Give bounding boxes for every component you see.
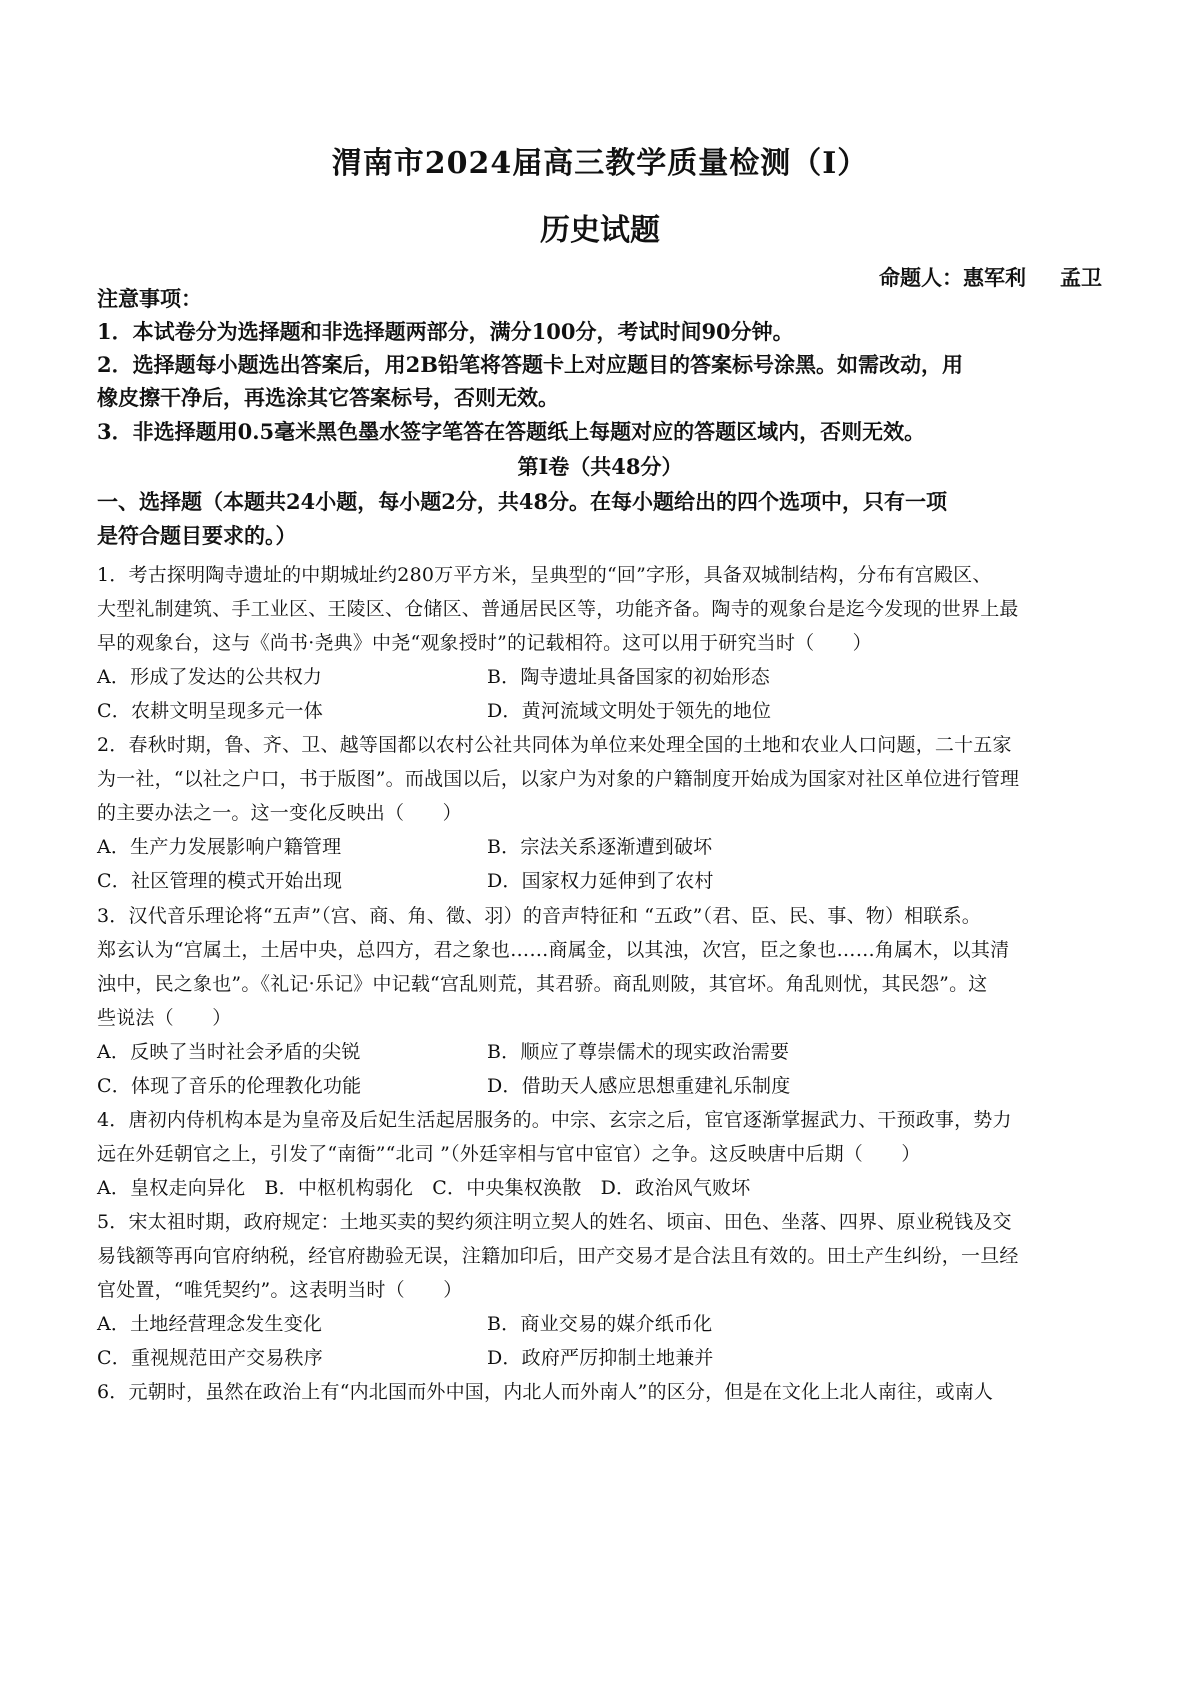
option-a: A．形成了发达的公共权力 bbox=[97, 666, 323, 688]
question-2-options bbox=[97, 866, 1117, 893]
option-a: A．反映了当时社会矛盾的尖锐 bbox=[97, 1041, 361, 1063]
notice-heading: 注意事项： bbox=[97, 286, 202, 311]
section-instruction: 是符合题目要求的。） bbox=[97, 523, 297, 548]
option-b: B．陶寺遗址具备国家的初始形态 bbox=[487, 666, 770, 688]
question-1-stem: 大型礼制建筑、手工业区、王陵区、仓储区、普通居民区等，功能齐备。陶寺的观象台是迄今发现的世界上最 bbox=[97, 598, 1019, 620]
question-2-stem: 为一社，“以社之户口，书于版图”。而战国以后，以家户为对象的户籍制度开始成为国家对社区单位进行管理 bbox=[97, 768, 1020, 790]
option-a: A．土地经营理念发生变化 bbox=[97, 1313, 323, 1335]
section-instruction: 一、选择题（本题共24小题，每小题2分，共48分。在每小题给出的四个选项中，只有一项 bbox=[97, 489, 948, 514]
question-2-stem: 的主要办法之一。这一变化反映出（ ） bbox=[97, 802, 462, 824]
question-5-stem: 5．宋太祖时期，政府规定：土地买卖的契约须注明立契人的姓名、顷亩、田色、坐落、四界、原业税钱及交 bbox=[97, 1211, 1012, 1233]
option-d: D．国家权力延伸到了农村 bbox=[487, 870, 714, 892]
option-b: B．宗法关系逐渐遭到破坏 bbox=[487, 836, 713, 858]
option-a: A．生产力发展影响户籍管理 bbox=[97, 836, 342, 858]
notice-item: 1．本试卷分为选择题和非选择题两部分，满分100分，考试时间90分钟。 bbox=[97, 319, 794, 344]
question-1-options bbox=[97, 662, 1117, 689]
option-c: C．体现了音乐的伦理教化功能 bbox=[97, 1075, 362, 1097]
question-1-stem: 1．考古探明陶寺遗址的中期城址约280万平方米，呈典型的“回”字形，具备双城制结构，分布有宫殿区、 bbox=[97, 564, 992, 586]
option-d: D．黄河流域文明处于领先的地位 bbox=[487, 700, 772, 722]
question-3-stem: 些说法（ ） bbox=[97, 1007, 232, 1029]
notice-item: 2．选择题每小题选出答案后，用2B铅笔将答题卡上对应题目的答案标号涂黑。如需改动，用 bbox=[97, 352, 963, 377]
question-4-stem: 远在外廷朝官之上，引发了“南衙”“北司 ”（外廷宰相与官中宦官）之争。这反映唐中后期（ ） bbox=[97, 1143, 921, 1165]
option-c: C．农耕文明呈现多元一体 bbox=[97, 700, 323, 722]
author-label: 命题人：惠军利 bbox=[879, 265, 1026, 290]
question-4-stem: 4．唐初内侍机构本是为皇帝及后妃生活起居服务的。中宗、玄宗之后，宦官逐渐掌握武力、干预政事，势力 bbox=[97, 1109, 1012, 1131]
question-5-stem: 易钱额等再向官府纳税，经官府勘验无误，注籍加印后，田产交易才是合法且有效的。田土产生纠纷，一旦经 bbox=[97, 1245, 1019, 1267]
question-2-options bbox=[97, 832, 1117, 859]
question-3-stem: 郑玄认为“宫属土，土居中央，总四方，君之象也……商属金，以其浊，次宫，臣之象也……角属木，以其清 bbox=[97, 939, 1010, 961]
author-second: 孟卫 bbox=[1060, 265, 1102, 290]
option-c: C．社区管理的模式开始出现 bbox=[97, 870, 343, 892]
question-3-options bbox=[97, 1071, 1117, 1098]
option-c: C．重视规范田产交易秩序 bbox=[97, 1347, 323, 1369]
question-4-options: A．皇权走向异化 B．中枢机构弱化 C．中央集权涣散 D．政治风气败坏 bbox=[97, 1177, 751, 1199]
question-2-stem: 2．春秋时期，鲁、齐、卫、越等国都以农村公社共同体为单位来处理全国的土地和农业人口问题，二十五家 bbox=[97, 734, 1012, 756]
option-d: D．借助天人感应思想重建礼乐制度 bbox=[487, 1075, 791, 1097]
question-1-stem: 早的观象台，这与《尚书·尧典》中尧“观象授时”的记载相符。这可以用于研究当时（ ） bbox=[97, 632, 872, 654]
question-3-stem: 3．汉代音乐理论将“五声”（宫、商、角、徵、羽）的音声特征和 “五政”（君、臣、民、事、物）相联系。 bbox=[97, 905, 981, 927]
question-1-options bbox=[97, 696, 1117, 723]
option-b: B．商业交易的媒介纸币化 bbox=[487, 1313, 713, 1335]
question-6-stem: 6．元朝时，虽然在政治上有“内北国而外中国，内北人而外南人”的区分，但是在文化上北人南往，或南人 bbox=[97, 1381, 994, 1403]
part-heading: 第Ⅰ卷（共48分） bbox=[517, 454, 683, 479]
question-3-options bbox=[97, 1037, 1117, 1064]
exam-title: 渭南市2024届高三教学质量检测（Ⅰ） bbox=[331, 146, 869, 181]
option-d: D．政府严厉抑制土地兼并 bbox=[487, 1347, 714, 1369]
question-5-stem: 官处置，“唯凭契约”。这表明当时（ ） bbox=[97, 1279, 463, 1301]
question-5-options bbox=[97, 1309, 1117, 1336]
exam-subtitle: 历史试题 bbox=[540, 213, 660, 248]
question-3-stem: 浊中，民之象也”。《礼记·乐记》中记载“宫乱则荒，其君骄。商乱则陂，其官坏。角乱则忧，其民怨”。这 bbox=[97, 973, 988, 995]
notice-item: 橡皮擦干净后，再选涂其它答案标号，否则无效。 bbox=[97, 385, 559, 410]
option-b: B．顺应了尊崇儒术的现实政治需要 bbox=[487, 1041, 790, 1063]
notice-item: 3．非选择题用0.5毫米黑色墨水签字笔答在答题纸上每题对应的答题区域内，否则无效。 bbox=[97, 419, 926, 444]
question-5-options bbox=[97, 1343, 1117, 1370]
